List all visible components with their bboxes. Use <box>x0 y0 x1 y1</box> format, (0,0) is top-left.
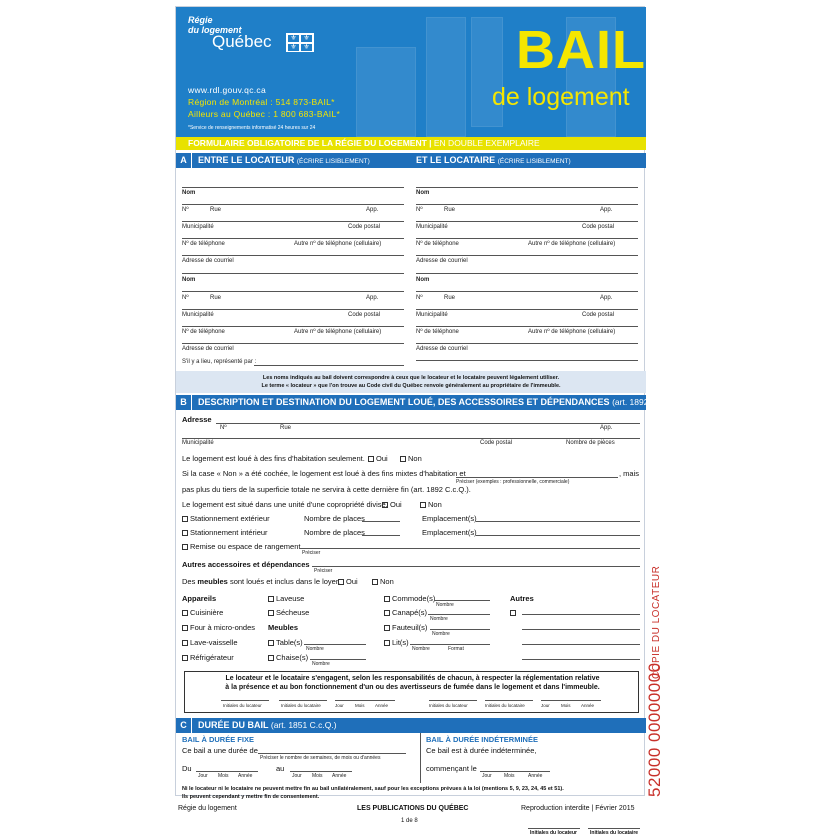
website-url: www.rdl.gouv.qc.ca <box>188 85 266 95</box>
fauteuil-checkbox[interactable]: Fauteuil(s) <box>384 623 427 632</box>
section-c-header: C DURÉE DU BAIL (art. 1851 C.c.Q.) <box>176 718 646 733</box>
locataire1-name-field[interactable] <box>416 204 638 205</box>
footer-reproduction: Reproduction interdite | Février 2015 <box>521 805 635 812</box>
footer-publications: LES PUBLICATIONS DU QUÉBEC <box>357 805 469 812</box>
habitation-oui-checkbox[interactable]: Oui <box>368 454 388 463</box>
autres-field-1[interactable] <box>522 614 640 615</box>
stat-ext-location-field[interactable] <box>476 521 640 522</box>
regie-logo-text: Régie du logement <box>188 15 242 35</box>
montreal-phone: Région de Montréal : 514 873-BAIL* <box>188 97 335 107</box>
stat-ext-checkbox[interactable]: Stationnement extérieur <box>182 514 270 523</box>
footer-regie: Régie du logement <box>178 805 237 812</box>
habitation-non-checkbox[interactable]: Non <box>400 454 422 463</box>
form-serial-number: 52000 00000000 <box>645 662 664 797</box>
copro-non-checkbox[interactable]: Non <box>420 500 442 509</box>
locataire2-address-field[interactable] <box>416 309 638 310</box>
indeterminate-start-field[interactable] <box>480 771 550 772</box>
quebec-wordmark: Québec <box>212 32 272 51</box>
locataire1-city-field[interactable] <box>416 238 638 239</box>
locateur1-phone-field[interactable] <box>182 255 404 256</box>
section-b-header: B DESCRIPTION ET DESTINATION DU LOGEMENT LOUÉ, DES ACCESSOIRES ET DÉPENDANCES (art. 1892 C.c.Q.) <box>176 395 646 410</box>
tables-checkbox[interactable]: Table(s) <box>268 638 303 647</box>
cuisiniere-checkbox[interactable]: Cuisinière <box>182 608 223 617</box>
stat-int-places-field[interactable] <box>362 535 400 536</box>
address-field[interactable] <box>216 423 640 424</box>
refrigerateur-checkbox[interactable]: Réfrigérateur <box>182 653 234 662</box>
locateur2-name-field[interactable] <box>182 291 404 292</box>
form-header <box>176 7 646 137</box>
autres-field-2[interactable] <box>522 629 640 630</box>
copie-locateur-label: COPIE DU LOCATEUR <box>651 565 662 679</box>
locateur2-address-field[interactable] <box>182 309 404 310</box>
autres-field-3[interactable] <box>522 644 640 645</box>
locataire2-city-field[interactable] <box>416 326 638 327</box>
represented-by-field[interactable] <box>254 365 404 366</box>
bail-title: BAIL <box>516 20 646 80</box>
locateur1-email-field[interactable] <box>182 273 404 274</box>
remise-checkbox[interactable]: Remise ou espace de rangement <box>182 542 300 551</box>
copro-oui-checkbox[interactable]: Oui <box>382 500 402 509</box>
locataire1-phone-field[interactable] <box>416 255 638 256</box>
service-note: *Service de renseignements informatisé 24 heures sur 24 <box>188 125 316 131</box>
page-number: 1 de 8 <box>401 818 418 824</box>
stat-int-location-field[interactable] <box>476 535 640 536</box>
names-notice: Les noms indiqués au bail doivent correspondre à ceux que le locateur et le locataire peuvent légalement utiliser. Le terme « locateur » que l'on trouve au Code civil du Québec renvoie généralement au propriétaire de l'immeuble. <box>176 371 646 393</box>
stat-int-checkbox[interactable]: Stationnement intérieur <box>182 528 268 537</box>
lits-checkbox[interactable]: Lit(s) <box>384 638 409 647</box>
chaises-checkbox[interactable]: Chaise(s) <box>268 653 308 662</box>
stat-ext-places-field[interactable] <box>362 521 400 522</box>
smoke-detector-engagement: Le locateur et le locataire s'engagent, selon les responsabilités de chacun, à respecter la réglementation relative à la présence et au bon fonctionnement d'un ou des avertisseurs de fumée dans le logement et dans l'immeuble. Initiales du locateur Initiales du locataire Jour Mois Année Initiales du locateur Initiales du locataire Jour Mois Année <box>184 671 639 713</box>
city-field[interactable] <box>182 438 640 439</box>
lease-form-page: Régie du logement Québec ⚜ ⚜ ⚜ ⚜ www.rdl.gouv.qc.ca Région de Montréal : 514 873-BAIL* Ailleurs au Québec : 1 800 683-BAIL* *Service de renseignements informatisé 24 heures sur 24 BAIL de logement FORMULAIRE OBLIGATOIRE DE LA RÉGIE DU LOGEMENT | EN DOUBLE EXEMPLAIRE A ENTRE LE LOCATEUR (ÉCRIRE LISIBLEMENT) ET LE LOCATAIRE (ÉCRIRE LISIBLEMENT) Nom Nº Rue App. Municipalité Code postal Nº de téléphone Autre nº de téléphone (cellulaire) Adresse de courriel Nom Nº Rue App. Municipalité Code postal Nº de téléphone Autre nº de téléphone (cellulaire) Adresse de courriel S'il y a lieu, représenté par : Nom Nº Rue App. Municipalité Code postal Nº de téléphone Autre nº de téléphone (cellulaire) Adresse de courriel Nom Nº Rue App. Municipalité Code postal Nº de téléphone Autre nº de téléphone (cellulaire) Adresse de courriel Les noms indiqués au bail doivent correspondre à ceux que le locateur et le locataire peuvent légalement utiliser. Le terme « locateur » que l'on trouve au Code civil du Québec renvoie généralement au propriétaire de l'immeuble. B DESCRIPTION ET DESTINATION DU LOGEMENT LOUÉ, DES ACCESSOIRES ET DÉPENDANCES (art. 1892 C.c.Q.) Adresse Nº Rue App. Municipalité Code postal Nombre de pièces Le logement est loué à des fins d'habitation seulement. Oui Non Si la case « Non » a été cochée, le logement est loué à des fins mixtes d'habitation et , mais Préciser (exemples : professionnelle, commerciale) pas plus du tiers de la superficie totale ne servira à cette dernière fin (art. 1892 C.c.Q.). Le logement est situé dans une unité d'une copropriété divise. Oui Non Stationnement extérieur Nombre de places Emplacement(s) Stationnement intérieur Nombre de places Emplacement(s) Remise ou espace de rangement Préciser Autres accessoires et dépendances Préciser Des meubles sont loués et inclus dans le loyer. Oui Non Appareils Cuisinière Four à micro-ondes Lave-vaisselle Réfrigérateur Laveuse Sécheuse Meubles Table(s) Nombre Chaise(s) Nombre Commode(s) Nombre Canapé(s) Nombre Fauteuil(s) Nombre Lit(s) Nombre Format Autres Le locateur et le locataire s'engagent, selon les responsabilités de chacun, à respecter la réglementation relative à la présence et au bon fonctionnement d'un ou des avertisseurs de fumée dans le logement et dans l'immeuble. Initiales du locateur Initiales du locataire Jour Mois Année Initiales du locateur Initiales du locataire Jour Mois Année C DURÉE DU BAIL (art. 1851 C.c.Q.) BAIL À DURÉE FIXE Ce bail a une durée de Préciser le nombre de semaines, de mois ou d'années Du Jour Mois Année au Jour Mois Année BAIL À DURÉE INDÉTERMINÉE Ce bail est à durée indéterminée, commençant le Jour Mois Année Ni le locateur ni le locataire ne peuvent mettre fin au bail unilatéralement, sauf pour les exceptions prévues à la loi (mentions 5, 9, 23, 24, 45 et 51). Ils peuvent cependant y mettre fin de consentement. <box>175 6 645 796</box>
locateur2-city-field[interactable] <box>182 326 404 327</box>
locataire2-name-field[interactable] <box>416 291 638 292</box>
start-date-field[interactable] <box>196 771 258 772</box>
meubles-non-checkbox[interactable]: Non <box>372 577 394 586</box>
mixed-use-field[interactable] <box>456 477 618 478</box>
fixed-duration-field[interactable] <box>258 753 406 754</box>
locateur1-name-field[interactable] <box>182 204 404 205</box>
remise-field[interactable] <box>300 548 640 549</box>
commode-checkbox[interactable]: Commode(s) <box>384 594 435 603</box>
canape-checkbox[interactable]: Canapé(s) <box>384 608 427 617</box>
locataire1-address-field[interactable] <box>416 221 638 222</box>
locataire1-email-field[interactable] <box>416 273 638 274</box>
locateur1-city-field[interactable] <box>182 238 404 239</box>
laveuse-checkbox[interactable]: Laveuse <box>268 594 304 603</box>
quebec-flag-icon: ⚜ ⚜ ⚜ ⚜ <box>286 33 314 52</box>
lave-vaisselle-checkbox[interactable]: Lave-vaisselle <box>182 638 238 647</box>
end-date-field[interactable] <box>290 771 352 772</box>
autres-field-4[interactable] <box>522 659 640 660</box>
locateur1-address-field[interactable] <box>182 221 404 222</box>
locataire2-phone-field[interactable] <box>416 343 638 344</box>
locateur2-phone-field[interactable] <box>182 343 404 344</box>
mandatory-form-banner: FORMULAIRE OBLIGATOIRE DE LA RÉGIE DU LOGEMENT | EN DOUBLE EXEMPLAIRE <box>176 137 646 150</box>
locataire2-email-field[interactable] <box>416 360 638 361</box>
other-phone: Ailleurs au Québec : 1 800 683-BAIL* <box>188 109 341 119</box>
section-a-header: A ENTRE LE LOCATEUR (ÉCRIRE LISIBLEMENT) ET LE LOCATAIRE (ÉCRIRE LISIBLEMENT) <box>176 153 646 168</box>
other-accessories-field[interactable] <box>312 566 640 567</box>
secheuse-checkbox[interactable]: Sécheuse <box>268 608 309 617</box>
micro-ondes-checkbox[interactable]: Four à micro-ondes <box>182 623 255 632</box>
autres-checkbox[interactable] <box>510 608 518 617</box>
meubles-oui-checkbox[interactable]: Oui <box>338 577 358 586</box>
de-logement-subtitle: de logement <box>492 83 630 111</box>
